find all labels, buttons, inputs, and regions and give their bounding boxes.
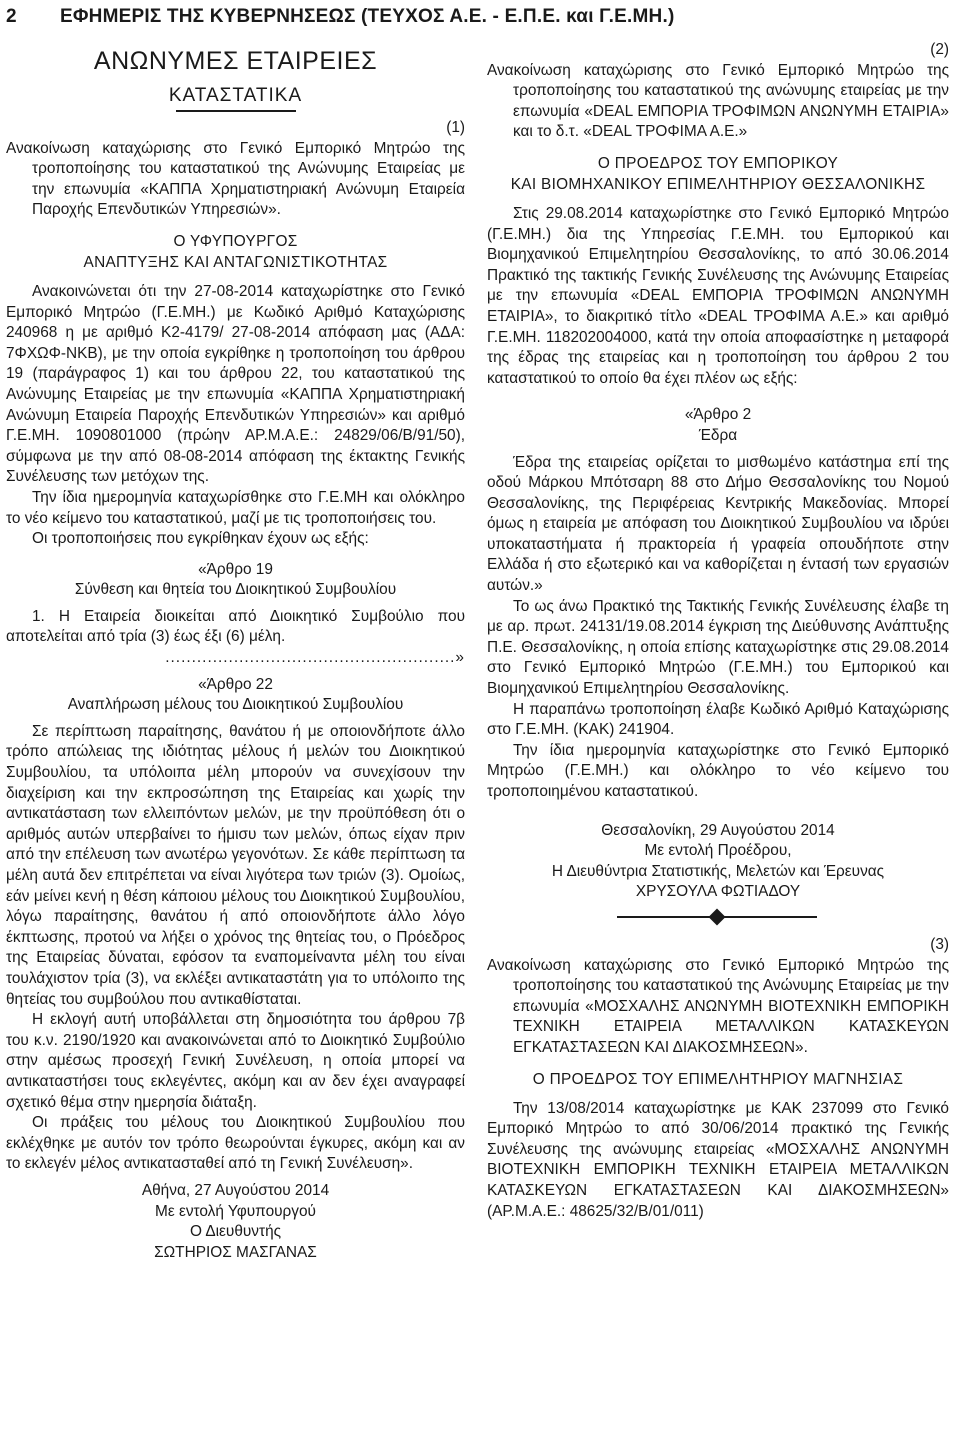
authority-line-1: Ο ΠΡΟΕΔΡΟΣ ΤΟΥ ΕΜΠΟΡΙΚΟΥ	[597, 154, 839, 172]
notice-paragraph: Η παραπάνω τροποποίηση έλαβε Κωδικό Αριθμό Καταχώρισης στο Γ.Ε.ΜΗ. (ΚΑΚ) 241904.	[487, 700, 949, 739]
article-19-title: «Άρθρο 19	[198, 560, 273, 578]
authority-line-1: Ο ΥΦΥΠΟΥΡΓΟΣ	[173, 232, 298, 250]
section-separator	[487, 909, 949, 925]
diamond-icon	[709, 908, 726, 925]
ellipsis-line: .......................................................»	[165, 649, 465, 667]
article-19-subtitle: Σύνθεση και θητεία του Διοικητικού Συμβουλίου	[74, 581, 397, 599]
gazette-title: ΕΦΗΜΕΡΙΣ ΤΗΣ ΚΥΒΕΡΝΗΣΕΩΣ (ΤΕΥΧΟΣ Α.Ε. - Ε.Π.Ε. και Γ.Ε.ΜΗ.)	[60, 6, 675, 27]
notice-paragraph: Ανακοινώνεται ότι την 27-08-2014 καταχωρίστηκε στο Γενικό Εμπορικό Μητρώο (Γ.Ε.ΜΗ.) με Κωδικό Αριθμό Καταχώρισης 240968 η με αριθμό Κ2-4179/ 27-08-2014 απόφαση μας (ΑΔΑ: 7ΦΧΩΦ-ΝΚΒ), με την οποία εγκρίθηκε η τροποποίηση του άρθρου 19 (παράγραφος 1) και του άρθρου 22, του καταστατικού της Ανώνυμης Εταιρείας με την επωνυμία «ΚΑΠΠΑ Χρηματιστηριακή Ανώνυμη Εταιρεία Παροχής Επενδυτικών Υπηρεσιών» και αριθμό Γ.Ε.ΜΗ. 1090801000 (πρώην ΑΡ.Μ.Α.Ε.: 24829/06/Β/91/50), σύμφωνα με την από 08-08-2014 απόφαση της έκτακτης Γενικής Συνέλευσης των μετόχων της.	[6, 282, 465, 486]
signature-line: Η Διευθύντρια Στατιστικής, Μελετών και Έρευνας	[551, 862, 885, 880]
article-22-subtitle: Αναπλήρωση μέλους του Διοικητικού Συμβουλίου	[67, 696, 404, 714]
notice-paragraph: Οι τροποποιήσεις που εγκρίθηκαν έχουν ως εξής:	[32, 530, 369, 548]
article-2-title: «Άρθρο 2	[684, 406, 752, 424]
authority-line-2: ΑΝΑΠΤΥΞΗΣ ΚΑΙ ΑΝΤΑΓΩΝΙΣΤΙΚΟΤΗΤΑΣ	[83, 253, 388, 271]
article-2-subtitle: Έδρα	[698, 426, 738, 444]
notice-paragraph: Την 13/08/2014 καταχωρίστηκε με ΚΑΚ 237099 στο Γενικό Εμπορικό Μητρώο το από 30/06/2014 πρακτικό της Γενικής Συνέλευσης της ανώνυμης εταιρείας «ΜΟΣΧΑΛΗΣ ΑΝΩΝΥΜΗ ΒΙΟΤΕΧΝΙΚΗ ΕΜΠΟΡΙΚΗ ΤΕΧΝΙΚΗ ΕΤΑΙΡΕΙΑ ΜΕΤΑΛΛΙΚΩΝ ΚΑΤΑΣΚΕΥΩΝ ΕΓΚΑΤΑΣΤΑΣΕΩΝ ΚΑΙ ΔΙΑΚΟΣΜΗΣΕΩΝ» (ΑΡ.Μ.Α.Ε.: 48625/32/Β/01/011)	[487, 1099, 949, 1220]
authority-line-2: ΚΑΙ ΒΙΟΜΗΧΑΝΙΚΟΥ ΕΠΙΜΕΛΗΤΗΡΙΟΥ ΘΕΣΣΑΛΟΝΙΚΗΣ	[510, 175, 926, 193]
signature-line: Με εντολή Υφυπουργού	[155, 1202, 316, 1220]
notice-paragraph: Την ίδια ημερομηνία καταχωρίστηκε στο Γενικό Εμπορικό Μητρώο (Γ.Ε.ΜΗ.) και ολόκληρο το νέο κείμενο του τροποποιημένου καταστατικού.	[487, 741, 949, 800]
notice-paragraph: Το ως άνω Πρακτικό της Τακτικής Γενικής Συνέλευσης έλαβε τη με αρ. πρωτ. 24131/19.08.2014 έγκριση της Διεύθυνσης Ανάπτυξης Π.Ε. Θεσσαλονίκης, η οποία επίσης καταχωρίστηκε στις 29.08.2014 στο Γενικό Εμπορικό Μητρώο (Γ.Ε.ΜΗ.) του Εμπορικού και Βιομηχανικού Επιμελητηρίου Θεσσαλονίκης.	[487, 597, 949, 698]
left-column	[6, 40, 465, 1263]
page-header	[0, 6, 960, 32]
signature-line: Με εντολή Προέδρου,	[644, 842, 792, 860]
article-22-paragraph: Σε περίπτωση παραίτησης, θανάτου ή με οποιονδήποτε άλλο τρόπο απώλειας της ιδιότητας μέλους ή μελών του Διοικητικού Συμβουλίου, τα υπόλοιπα μέλη μπορούν να συνεχίσουν την διαχείριση και την εκπροσώπηση της Εταιρείας και χωρίς την αντικατάσταση των ελλειπόντων μελών, με την προϋπόθεση ότι ο αριθμός αυτών υπερβαίνει το ήμισυ των μελών, όπως είχαν πριν από την επέλευση των ανωτέρω γεγονότων. Σε κάθε περίπτωση τα μέλη αυτά δεν επιτρέπεται να είναι λιγότερα των τριών (3). Ομοίως, εάν μείνει κενή η θέση κάποιου μέλους του Διοικητικού Συμβουλίου, λόγω παραίτησης, θανάτου ή από οποιονδήποτε άλλο λόγο έκπτωσης, προτού να λήξει ο χρόνος της θητείας του, ο Πρόεδρος της Εταιρείας δύναται, εφόσον τα εναπομείναντα μέλη του είναι τουλάχιστον τρία (3), να εκλέξει αντικαταστάτη για το υπόλοιπο της θητείας του συμβούλου που αντικαθίσταται.	[6, 722, 465, 1008]
notice-number: (3)	[930, 935, 949, 953]
notice-paragraph: Την ίδια ημερομηνία καταχωρίσθηκε στο Γ.Ε.ΜΗ και ολόκληρο το νέο κείμενο του καταστατικού, μαζί με τις τροποποιήσεις του.	[6, 488, 465, 527]
article-22-paragraph: Οι πράξεις του μέλους του Διοικητικού Συμβουλίου που εκλέχθηκε με αυτόν τον τρόπο θεωρούνται έγκυρες, ακόμη και αν το εκλεγέν μέλος αντικατασταθεί από τη Γενική Συνέλευση».	[6, 1114, 465, 1173]
authority-heading	[487, 153, 949, 195]
authority-heading	[6, 231, 465, 273]
article-22-title: «Άρθρο 22	[198, 675, 273, 693]
section-title: ΑΝΩΝΥΜΕΣ ΕΤΑΙΡΕΙΕΣ	[93, 47, 378, 75]
notice-intro: Ανακοίνωση καταχώρισης στο Γενικό Εμπορικό Μητρώο της τροποποίησης του καταστατικού της Ανώνυμης Εταιρείας με την επωνυμία «ΚΑΠΠΑ Χρηματιστηριακή Ανώνυμη Εταιρεία Παροχής Επενδυτικών Υπηρεσιών».	[6, 139, 465, 219]
notice-number: (2)	[930, 41, 949, 58]
notice-intro: Ανακοίνωση καταχώρισης στο Γενικό Εμπορικό Μητρώο της τροποποίησης του καταστατικού της Ανώνυμης Εταιρείας με την επωνυμία «ΜΟΣΧΑΛΗΣ ΑΝΩΝΥΜΗ ΒΙΟΤΕΧΝΙΚΗ ΕΜΠΟΡΙΚΗ ΤΕΧΝΙΚΗ ΕΤΑΙΡΕΙΑ ΜΕΤΑΛΛΙΚΩΝ ΚΑΤΑΣΚΕΥΩΝ ΕΓΚΑΤΑΣΤΑΣΕΩΝ ΚΑΙ ΔΙΑΚΟΣΜΗΣΕΩΝ».	[487, 956, 949, 1056]
article-22-paragraph: Η εκλογή αυτή υποβάλλεται στη δημοσιότητα του άρθρου 7β του κ.ν. 2190/1920 και ανακοινώνεται από το Διοικητικό Συμβούλιο στην αμέσως προσεχή Γενική Συνέλευση, η οποία μπορεί να αντικαταστήσει τους εκλεγέντες, ακόμη και αν δεν έχει αναγραφεί σχετικό θέμα στην ημερησία διάταξη.	[6, 1011, 465, 1111]
signatory-name: ΣΩΤΗΡΙΟΣ ΜΑΣΓΑΝΑΣ	[154, 1243, 317, 1261]
notice-paragraph: Στις 29.08.2014 καταχωρίστηκε στο Γενικό Εμπορικό Μητρώο (Γ.Ε.ΜΗ.) δια της Υπηρεσίας Γ.Ε.ΜΗ. του Εμπορικού και Βιομηχανικού Επιμελητηρίου Θεσσαλονίκης, το από 30.06.2014 Πρακτικό της τακτικής Γενικής Συνέλευσης της Ανώνυμης Εταιρείας με την επωνυμία «DEAL ΕΜΠΟΡΙΑ ΤΡΟΦΙΜΩΝ ΑΝΩΝΥΜΗ ΕΤΑΙΡΙΑ», το διακριτικό τίτλο «DEAL ΤΡΟΦΙΜΑ Α.Ε.» και αριθμό Γ.Ε.ΜΗ. 118202004000, κατά την οποία αποφασίστηκε η μεταφορά της έδρας της εταιρείας και η τροποποίηση του άρθρου 2 του καταστατικού το οποίο θα έχει πλέον ως εξής:	[487, 204, 949, 387]
right-column	[487, 40, 949, 1222]
notice-intro: Ανακοίνωση καταχώρισης στο Γενικό Εμπορικό Μητρώο της τροποποίησης του καταστατικού της ανώνυμης εταιρείας με την επωνυμία «DEAL ΕΜΠΟΡΙΑ ΤΡΟΦΙΜΩΝ ΑΝΩΝΥΜΗ ΕΤΑΙΡΙΑ» και το δ.τ. «DEAL ΤΡΟΦΙΜΑ Α.Ε.»	[487, 61, 949, 141]
signature-line: Ο Διευθυντής	[189, 1223, 282, 1241]
title-rule	[176, 110, 296, 112]
signature-place-date: Θεσσαλονίκη, 29 Αυγούστου 2014	[601, 821, 835, 839]
notice-number: (1)	[446, 119, 465, 136]
page-number: 2	[6, 6, 17, 27]
signature-place-date: Αθήνα, 27 Αυγούστου 2014	[141, 1181, 330, 1199]
authority-heading: Ο ΠΡΟΕΔΡΟΣ ΤΟΥ ΕΠΙΜΕΛΗΤΗΡΙΟΥ ΜΑΓΝΗΣΙΑΣ	[532, 1070, 904, 1088]
article-2-text: Έδρα της εταιρείας ορίζεται το μισθωμένο κατάστημα επί της οδού Μάρκου Μπότσαρη 88 στο Δήμο Θεσσαλονίκης του Νομού Θεσσαλονίκης, της Περιφέρειας Κεντρικής Μακεδονίας. Μπορεί όμως η εταιρεία με απόφαση του Διοικητικού Συμβουλίου να ιδρύει υποκαταστήματα ή πρακτορεία ή γραφεία οπουδήποτε στην Ελλάδα ή στο εξωτερικό και να καθορίζεται η έντασή των εργασιών αυτών.»	[487, 453, 949, 595]
section-subtitle: ΚΑΤΑΣΤΑΤΙΚΑ	[168, 85, 303, 106]
article-19-text: 1. Η Εταιρεία διοικείται από Διοικητικό Συμβούλιο που αποτελείται από τρία (3) έως έξι (6) μέλη.	[6, 607, 465, 646]
signatory-name: ΧΡΥΣΟΥΛΑ ΦΩΤΙΑΔΟΥ	[635, 883, 801, 901]
